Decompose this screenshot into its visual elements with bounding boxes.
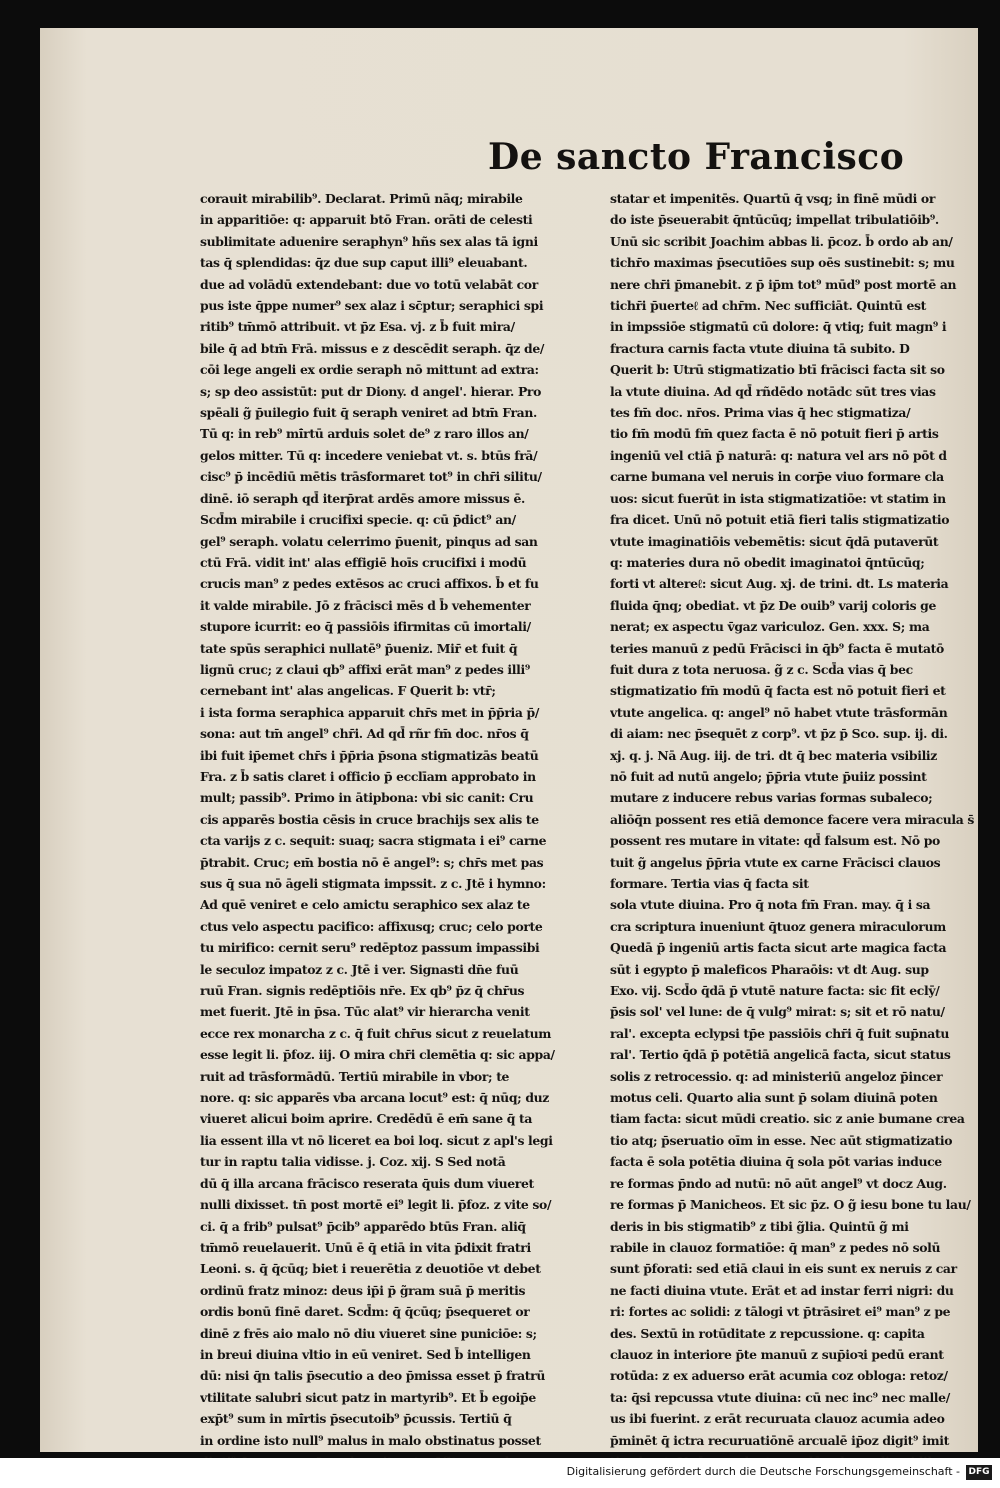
text-line: tichr̄i p̄uerteℓ ad chr̄m. Nec sufficiāt. Quintū est	[610, 298, 927, 314]
text-line: solis z retrocessio. q: ad ministeriū angeloz p̄incer	[610, 1068, 943, 1084]
text-line: in impssiōe stigmatū cū dolore: q̄ vtiq; fuit magn⁹ i	[610, 319, 947, 335]
text-line: nō fuit ad nutū angelo; p̄p̄ria vtute p̄uiiz possint	[610, 768, 927, 784]
text-line: xj. q. j. Nā Aug. iij. de tri. dt q̄ bec materia vsibiliz	[610, 747, 937, 763]
text-line: in breui diuina vltio in eū veniret. Sed b̄ intelligen	[200, 1346, 531, 1362]
text-line: Querit b: Utrū stigmatizatio btī frācisci facta sit so	[610, 362, 945, 378]
text-line: lignū cruc; z claui qb⁹ affixi erāt man⁹ z pedes illi⁹	[200, 661, 530, 677]
text-line: in apparitiōe: q: apparuit btō Fran. orāti de celesti	[200, 212, 533, 228]
text-line: stupore icurrit: eo q̄ passiōis ifirmitas cū imortali/	[200, 619, 531, 635]
text-line: i ista forma seraphica apparuit chr̄s met in p̄p̄ria p̄/	[200, 704, 540, 720]
text-line: cisc⁹ p̄ incēdiū mētis trāsformaret tot⁹ in chr̄i silitu/	[200, 469, 542, 485]
text-line: ral'. Tertio q̄dā p̄ potētiā angelicā facta, sicut status	[610, 1047, 951, 1063]
text-line: teries manuū z pedū Frācisci in q̄b⁹ facta ē mutatō	[610, 640, 944, 656]
text-line: fluida q̄nq; obediat. vt p̄z De ouib⁹ varij coloris ge	[610, 597, 937, 613]
text-line: p̄minēt q̄ ictra recuruatiōnē arcualē ip̄oz digit⁹ imit	[610, 1432, 949, 1448]
text-line: Ad quē veniret e celo amictu seraphico sex alaz te	[200, 897, 530, 913]
text-line: p̄sis sol' vel lune: de q̄ vulg⁹ mirat: s; sit et rō natu/	[610, 1004, 945, 1020]
text-line: tes fm̄ doc. nr̄os. Prima vias q̄ hec stigmatiza/	[610, 405, 911, 421]
text-line: due ad volādū extendebant: due vo totū velabāt cor	[200, 276, 538, 292]
text-line: vtute imaginatiōis vebemētis: sicut q̄dā putaverūt	[610, 533, 939, 549]
text-line: ibi fuit ip̄emet chr̄s i p̄p̄ria p̄sona stigmatizās beatū	[200, 747, 539, 763]
text-line: fuit dura z tota neruosa. g̃ z c. Scd̄a vias q̄ bec	[610, 661, 913, 677]
text-line: ecce rex monarcha z c. q̄ fuit chr̄us sicut z reuelatum	[200, 1025, 552, 1041]
text-line: Quedā p̄ ingeniū artis facta sicut arte magica facta	[610, 940, 947, 956]
text-line: Exo. vij. Scd̄o q̄dā p̄ vtutē nature facta: sic fit eclȳ/	[610, 983, 940, 999]
text-line: sona: aut tm̄ angel⁹ chr̄i. Ad qd̄ rñr fm̄ doc. nr̄os q̄	[200, 726, 529, 742]
text-line: dinē. iō seraph qd̄ iterp̄rat ardēs amore missus ē.	[200, 490, 525, 506]
text-line: cis apparēs bostia cēsis in cruce brachijs sex alis te	[200, 811, 539, 827]
left-text-column	[200, 188, 574, 1472]
text-line: vtilitate salubri sicut patz in martyrib⁹. Et b̄ egoip̄e	[200, 1389, 536, 1405]
text-line: forti vt altereℓ: sicut Aug. xj. de trini. dt. Ls materia	[610, 576, 949, 592]
text-line: p̄trabit. Cruc; em̄ bostia nō ē angel⁹: s; chr̄s met pas	[200, 854, 544, 870]
text-line: esse legit li. p̄foz. iij. O mira chr̄i clemētia q: sic appa/	[200, 1047, 555, 1063]
running-title: De sancto Francisco	[488, 136, 905, 178]
text-line: ctus velo aspectu pacifico: affixusq; cruc; celo porte	[200, 918, 543, 934]
text-line: deris in bis stigmatib⁹ z tibi g̃lia. Quintū g̃ mi	[610, 1218, 909, 1234]
text-line: s; sp deo assistūt: put dr Diony. d angel'. hierar. Pro	[200, 383, 542, 399]
text-line: ri: fortes ac solidi: z tālogi vt p̄trāsiret ei⁹ man⁹ z pe	[610, 1304, 951, 1320]
text-line: q: materies dura nō obedit imaginatoi q̄ntūcūq;	[610, 554, 925, 570]
text-line: rotūda: z ex aduerso erāt acumia coz obloga: retoz/	[610, 1368, 948, 1384]
text-line: spēali g̃ p̄uilegio fuit q̄ seraph veniret ad btm̄ Fran.	[200, 405, 537, 421]
text-line: cernebant int' alas angelicas. F Querit b: vtr̄;	[200, 683, 496, 699]
text-line: ral'. excepta eclypsi tp̄e passiōis chr̄i q̄ fuit sup̄natu	[610, 1025, 949, 1041]
text-line: cōi lege angeli ex ordie seraph nō mittunt ad extra:	[200, 362, 539, 378]
text-line: nere chr̄i p̄manebit. z p̄ ip̄m tot⁹ mūd⁹ post mortē an	[610, 276, 957, 292]
text-line: crucis man⁹ z pedes extēsos ac cruci affixos. b̄ et fu	[200, 576, 539, 592]
text-line: tas q̄ splendidas: q̄z due sup caput illi⁹ eleuabant.	[200, 255, 528, 271]
text-line: tio atq; p̄seruatio oīm in esse. Nec aūt stigmatizatio	[610, 1132, 953, 1148]
text-line: tichr̄o maximas p̄secutiōes sup oēs sustinebit: s; mu	[610, 255, 955, 271]
text-line: possent res mutare in vitate: qd̄ falsum est. Nō po	[610, 833, 940, 849]
text-line: la vtute diuina. Ad qd̄ rñdēdo notādc sūt tres vias	[610, 383, 936, 399]
text-line: tu mirifico: cernit seru⁹ redēptoz passum impassibi	[200, 940, 540, 956]
text-line: tur in raptu talia vidisse. j. Coz. xij. S Sed notā	[200, 1154, 506, 1170]
text-line: tm̄mō reuelauerit. Unū ē q̄ etiā in vita p̄dixit fratri	[200, 1239, 531, 1255]
text-line: Scd̄m mirabile i crucifixi specie. q: cū p̄dict⁹ an/	[200, 512, 516, 528]
text-line: pus iste q̄ppe numer⁹ sex alaz i sc̄ptur; seraphici spi	[200, 298, 544, 314]
text-line: it valde mirabile. Jō z frācisci mēs d b̄ vehementer	[200, 597, 531, 613]
text-line: nerat; ex aspectu v̄gaz variculoz. Gen. xxx. S; ma	[610, 619, 930, 635]
text-line: nulli dixisset. tn̄ post mortē ei⁹ legit li. p̄foz. z vite so/	[200, 1197, 552, 1213]
text-line: sus q̄ sua nō āgeli stigmata impssit. z c. Jtē i hymno:	[200, 876, 546, 891]
text-line: met fuerit. Jtē in p̄sa. Tūc alat⁹ vir hierarcha venit	[200, 1004, 530, 1020]
text-line: tuit g̃ angelus p̄p̄ria vtute ex carne Frācisci clauos	[610, 854, 941, 870]
text-line: Tū q: in reb⁹ mi̇̄rtū arduis solet de⁹ z raro illos an/	[200, 426, 529, 442]
text-line: bile q̄ ad btm̄ Frā. missus e z descēdit seraph. q̄z de/	[200, 340, 545, 356]
text-line: ci. q̄ a frib⁹ pulsat⁹ p̄cib⁹ apparēdo btūs Fran. aliq̄	[200, 1218, 526, 1234]
right-text-column	[610, 188, 984, 1472]
text-line: le seculoz impatoz z c. Jtē i ver. Signasti dn̄e fuū	[200, 961, 519, 977]
text-line: ordinū fratz minoz: deus ip̄i p̄ g̃ram suā p̄ meritis	[200, 1282, 526, 1298]
text-line: carne bumana vel neruis in corp̄e viuo formare cla	[610, 469, 944, 485]
text-line: uos: sicut fuerūt in ista stigmatizatiōe: vt statim in	[610, 490, 946, 506]
text-line: motus celi. Quarto alia sunt p̄ solam diuinā poten	[610, 1090, 938, 1106]
text-line: clauoz in interiore p̄te manuū z sup̄ioꝛi pedū erant	[610, 1346, 944, 1362]
text-line: viueret alicui boim aprire. Credēdū ē em̄ sane q̄ ta	[200, 1111, 533, 1127]
text-line: stigmatizatio fm̄ modū q̄ facta est nō potuit fieri et	[610, 683, 946, 699]
text-line: tio fm̄ modū fm̄ quez facta ē nō potuit fieri p̄ artis	[610, 426, 939, 442]
text-line: sublimitate aduenire seraphyn⁹ hñs sex alas tā igni	[200, 233, 538, 249]
text-line: gelos mitter. Tū q: incedere veniebat vt. s. btūs frā/	[200, 447, 538, 463]
text-line: Unū sic scribit Joachim abbas li. p̄coz. b̄ ordo ab an/	[610, 233, 953, 249]
text-line: in ordine isto null⁹ malus in malo obstinatus posset	[200, 1432, 541, 1448]
text-line: exp̄t⁹ sum in mi̇̄rtis p̄secutoib⁹ p̄cussis. Tertiū q̄	[200, 1411, 512, 1427]
text-line: fractura carnis facta vtute diuina tā subito. D	[610, 340, 910, 356]
text-line: dū q̄ illa arcana frācisco reserata q̄uis dum viueret	[200, 1175, 534, 1191]
text-line: formare. Tertia vias q̄ facta sit	[610, 876, 809, 891]
text-line: Leoni. s. q̄ q̄cūq; biet i reuerētia z deuotiōe vt debet	[200, 1261, 541, 1277]
text-line: fra dicet. Unū nō potuit etiā fieri talis stigmatizatio	[610, 512, 950, 528]
text-line: tate spūs seraphici nullatē⁹ p̄ueniz. Mir̄ et fuit q̄	[200, 640, 518, 656]
text-line: gel⁹ seraph. volatu celerrimo p̄uenit, pinqus ad san	[200, 533, 538, 549]
text-line: cta varijs z c. sequit: suaq; sacra stigmata i ei⁹ carne	[200, 833, 547, 849]
text-line: lia essent illa vt nō liceret ea boi loq. sicut z apl's legi	[200, 1132, 553, 1148]
text-line: nore. q: sic apparēs vba arcana locut⁹ est: q̄ nūq; duz	[200, 1090, 549, 1106]
text-line: di aiam: nec p̄sequēt z corp⁹. vt p̄z p̄ Sco. sup. ij. di.	[610, 726, 948, 742]
text-line: re formas p̄ Manicheos. Et sic p̄z. O g̃ iesu bone tu lau/	[610, 1197, 971, 1213]
text-line: ritib⁹ tm̄mō attribuit. vt p̄z Esa. vj. z b̄ fuit mira/	[200, 319, 515, 335]
text-line: ne facti diuina vtute. Erāt et ad instar ferri nigri: du	[610, 1282, 954, 1298]
text-line: tiam facta: sicut mūdi creatio. sic z anie bumane crea	[610, 1111, 965, 1127]
text-line: ruit ad trāsformādū. Tertiū mirabile in vbor; te	[200, 1068, 510, 1084]
digitization-footer	[0, 1458, 1000, 1488]
text-line: statar et impenitēs. Quartū q̄ vsq; in finē mūdi or	[610, 191, 936, 206]
text-line: rabile in clauoz formatiōe: q̄ man⁹ z pedes nō solū	[610, 1239, 941, 1255]
text-line: facta ē sola potētia diuina q̄ sola pōt varias induce	[610, 1154, 942, 1170]
funding-credit: Digitalisierung gefördert durch die Deutsche Forschungsgemeinschaft -	[566, 1465, 960, 1478]
text-line: ingeniū vel ctiā p̄ naturā: q: natura vel ars nō pōt d	[610, 447, 947, 463]
text-line: us ibi fuerint. z erāt recuruata clauoz acumia adeo	[610, 1411, 945, 1427]
text-line: ordis bonū finē daret. Scd̄m: q̄ q̄cūq; p̄sequeret or	[200, 1304, 530, 1320]
text-line: ta: q̄si repcussa vtute diuina: cū nec inc⁹ nec malle/	[610, 1389, 950, 1405]
text-line: Fra. z b̄ satis claret i officio p̄ ecclīam approbato in	[200, 768, 536, 784]
text-line: ruū Fran. signis redēptiōis nr̄e. Ex qb⁹ p̄z q̄ chr̄us	[200, 983, 525, 999]
text-line: re formas p̄ndo ad nutū: nō aūt angel⁹ vt docz Aug.	[610, 1175, 947, 1191]
text-line: do iste p̄seuerabit q̄ntūcūq; impellat tribulatiōib⁹.	[610, 212, 939, 228]
book-page	[40, 28, 978, 1452]
text-line: sūt i egypto p̄ maleficos Pharaōis: vt dt Aug. sup	[610, 961, 929, 977]
text-line: mult; passib⁹. Primo in ātipbona: vbi sic canit: Cru	[200, 790, 534, 806]
text-line: sunt p̄forati: sed etiā claui in eis sunt ex neruis z car	[610, 1261, 957, 1277]
text-line: corauit mirabilib⁹. Declarat. Primū nāq; mirabile	[200, 191, 523, 206]
text-line: vtute angelica. q: angel⁹ nō habet vtute trāsformān	[610, 704, 948, 720]
dfg-logo: DFG	[966, 1465, 992, 1480]
text-line: aliōq̄n possent res etiā demonce facere vera miracula s̄	[610, 811, 975, 827]
text-line: mutare z inducere rebus varias formas subaleco;	[610, 790, 933, 806]
text-line: dinē z frēs aio malo nō diu viueret sine puniciōe: s;	[200, 1325, 537, 1341]
text-line: sola vtute diuina. Pro q̄ nota fm̄ Fran. may. q̄ i sa	[610, 897, 931, 913]
text-line: ctū Frā. vidit int' alas effigiē hoīs crucifixi i modū	[200, 554, 527, 570]
text-line: cra scriptura inueniunt q̄tuoz genera miraculorum	[610, 918, 946, 934]
text-line: dū: nisi q̄n talis p̄secutio a deo p̄missa esset p̄ fratrū	[200, 1368, 546, 1384]
text-line: des. Sextū in rotūditate z repcussione. q: capita	[610, 1325, 925, 1341]
